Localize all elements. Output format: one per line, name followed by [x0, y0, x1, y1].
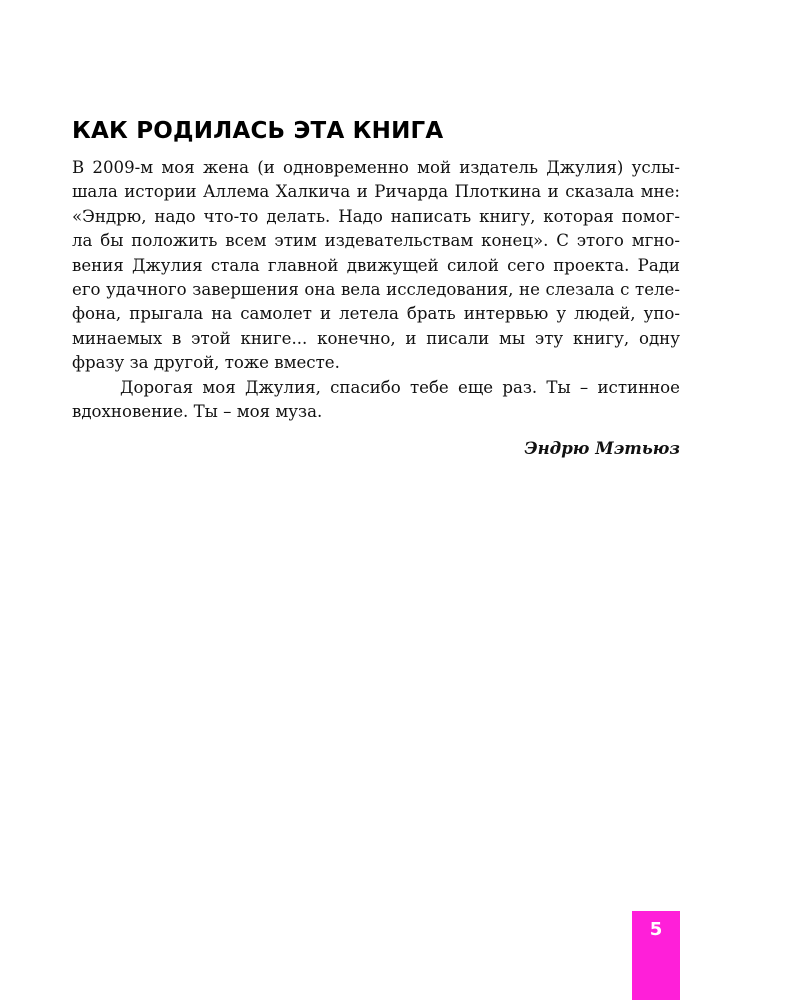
- text-line: ла бы положить всем этим издевательствам конец». С этого мгно-: [72, 231, 680, 251]
- text-line: вения Джулия стала главной движущей силой сего проекта. Ради: [72, 255, 680, 275]
- text-line: В 2009-м моя жена (и одновременно мой издатель Джулия) услы-: [72, 158, 680, 177]
- text-line: «Эндрю, надо что-то делать. Надо написать книгу, которая помог-: [72, 206, 680, 226]
- text-line: шала истории Аллема Халкича и Ричарда Плоткина и сказала мне:: [72, 182, 680, 202]
- text-line: фразу за другой, тоже вместе.: [72, 353, 340, 373]
- page-number-tab: [632, 911, 680, 1000]
- author-signature: Эндрю Мэтьюз: [524, 438, 680, 458]
- body-text: [72, 156, 680, 424]
- text-line: его удачного завершения она вела исследования, не слезала с теле-: [72, 279, 680, 299]
- text-line: минаемых в этой книге... конечно, и писали мы эту книгу, одну: [72, 328, 680, 348]
- chapter-heading: КАК РОДИЛАСЬ ЭТА КНИГА: [72, 118, 444, 144]
- text-line: вдохновение. Ты – моя муза.: [72, 401, 323, 421]
- text-line: Дорогая моя Джулия, спасибо тебе еще раз. Ты – истинное: [120, 377, 680, 397]
- page-number: 5: [649, 919, 663, 940]
- text-line: фона, прыгала на самолет и летела брать интервью у людей, упо-: [72, 304, 680, 324]
